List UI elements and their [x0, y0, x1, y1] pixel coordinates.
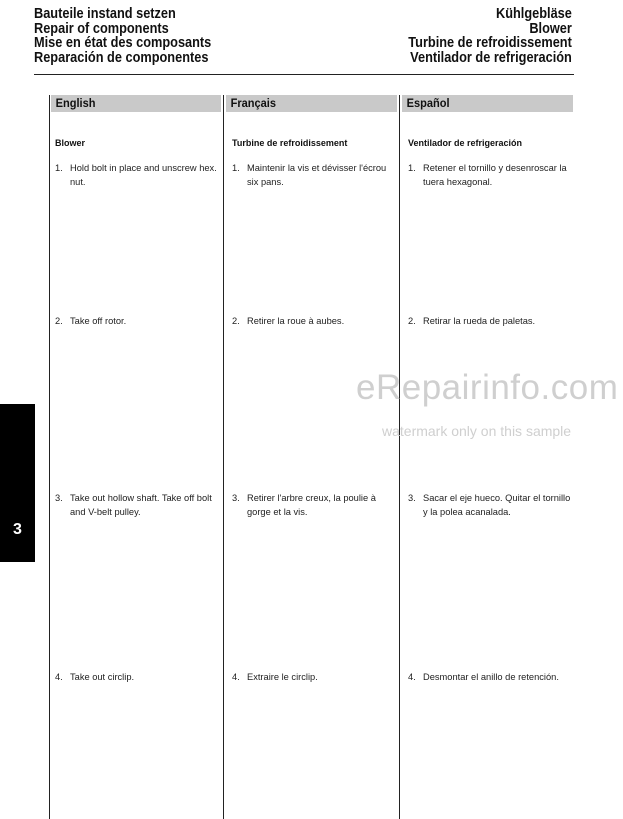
column-heading-label: Español — [406, 96, 450, 110]
step-number: 2. — [408, 316, 416, 326]
step-number: 1. — [408, 163, 416, 173]
step-text: Retirer l'arbre creux, la poulie à gorge et la vis. — [247, 493, 376, 517]
header-left-titles — [34, 7, 211, 65]
step-item — [55, 492, 221, 519]
section-subtitle-francais: Turbine de refroidissement — [232, 138, 348, 148]
header-title-de: Bauteile instand setzen — [34, 6, 176, 22]
step-text: Take out circlip. — [70, 672, 135, 682]
step-number: 4. — [408, 672, 416, 682]
step-text: Take out hollow shaft. Take off bolt and V-belt pulley. — [70, 493, 212, 517]
step-text: Maintenir la vis et dévisser l'écrou six pans. — [247, 163, 387, 187]
step-number: 3. — [232, 493, 240, 503]
section-tab — [0, 404, 35, 562]
step-text: Retirar la rueda de paletas. — [423, 316, 536, 326]
step-item — [408, 315, 576, 329]
step-item — [232, 671, 396, 685]
step-number: 3. — [408, 493, 416, 503]
header-topic-en: Blower — [529, 20, 572, 37]
step-item — [408, 671, 576, 685]
column-divider — [399, 95, 400, 819]
step-text: Desmontar el anillo de retención. — [423, 672, 559, 682]
step-number: 2. — [55, 316, 63, 326]
header-title-es: Reparación de componentes — [34, 49, 209, 66]
column-heading-label: Français — [230, 96, 277, 110]
header-topic-es: Ventilador de refrigeración — [410, 49, 572, 66]
step-text: Extraire le circlip. — [247, 672, 318, 682]
step-number: 2. — [232, 316, 240, 326]
step-number: 4. — [55, 672, 63, 682]
watermark-main: eRepairinfo.com — [356, 368, 619, 407]
header-title-fr: Mise en état des composants — [34, 35, 212, 52]
step-text: Hold bolt in place and unscrew hex. nut. — [70, 163, 217, 187]
header-divider — [34, 74, 574, 75]
step-item — [232, 315, 396, 329]
header-right-titles — [408, 7, 572, 65]
section-subtitle-english: Blower — [55, 138, 86, 148]
step-number: 1. — [55, 163, 63, 173]
column-divider — [49, 95, 50, 819]
step-text: Sacar el eje hueco. Quitar el tornillo y la polea acanalada. — [423, 493, 571, 517]
section-subtitle-espanol: Ventilador de refrigeración — [408, 138, 523, 148]
step-item — [55, 315, 221, 329]
header-topic-fr: Turbine de refroidissement — [408, 35, 572, 52]
step-number: 3. — [55, 493, 63, 503]
step-item — [408, 492, 576, 519]
column-heading-label: English — [55, 96, 96, 110]
column-divider — [223, 95, 224, 819]
column-heading-espanol — [402, 95, 573, 112]
step-item — [232, 162, 396, 189]
step-text: Take off rotor. — [70, 316, 127, 326]
watermark-sub: watermark only on this sample — [382, 423, 572, 439]
step-item — [55, 162, 221, 189]
section-tab-number: 3 — [13, 521, 22, 538]
step-text: Retener el tornillo y desenroscar la tuera hexagonal. — [423, 163, 567, 187]
step-item — [232, 492, 396, 519]
step-item — [55, 671, 221, 685]
header-title-en: Repair of components — [34, 20, 169, 37]
step-number: 1. — [232, 163, 240, 173]
step-item — [408, 162, 576, 189]
column-heading-english — [51, 95, 221, 112]
step-text: Retirer la roue à aubes. — [247, 316, 345, 326]
header-topic-de: Kühlgebläse — [496, 6, 572, 22]
step-number: 4. — [232, 672, 240, 682]
column-heading-francais — [226, 95, 397, 112]
